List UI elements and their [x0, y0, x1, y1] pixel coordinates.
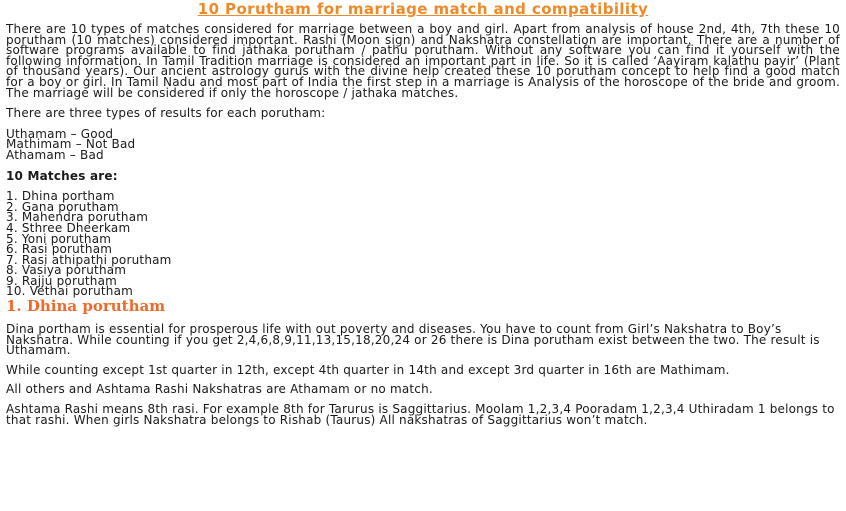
result-item: Athamam – Bad — [6, 147, 104, 162]
match-item: 8. Vasiya porutham — [6, 263, 127, 278]
result-item: Uthamam – Good — [6, 126, 114, 141]
section1-paragraph-2: While counting except 1st quarter in 12th, except 4th quarter in 14th and except 3rd quarter in 16th are Mathimam. — [6, 362, 730, 377]
match-item: 9. Rajju porutham — [6, 273, 118, 288]
matches-list — [6, 191, 840, 297]
section-title-dhina-porutham: 1. Dhina porutham — [6, 297, 166, 316]
matches-heading: 10 Matches are: — [6, 168, 118, 183]
match-item: 6. Rasi porutham — [6, 242, 113, 257]
section1-paragraph-1: Dina portham is essential for prosperous life with out poverty and diseases. You have to count from Girl’s Nakshatra to Boy’s Nakshatra. While counting if you get 2,4,6,8,9,11,13,15,18,20,24 or 26 there is Dina porutham exist between the two. The result is Uthamam. — [6, 322, 820, 358]
match-item: 5. Yoni porutham — [6, 231, 112, 246]
results-intro: There are three types of results for each porutham: — [6, 106, 326, 121]
match-item: 7. Rasi athipathi porutham — [6, 252, 172, 267]
page-title: 10 Porutham for marriage match and compatibility — [197, 0, 649, 18]
intro-paragraph: There are 10 types of matches considered for marriage between a boy and girl. Apart from analysis of house 2nd, 4th, 7th these 10 porutham (10 matches) considered important. Rashi (Moon sign) and Nakshatra constellation are important. There are a number of software programs available to find jathaka porutham / pathu porutham. Without any software you can find it yourself with the following information. In Tamil Tradition marriage is considered an important part in life. So it is called ‘Aayiram kalathu payir’ (Plant of thousand years). Our ancient astrology gurus with the divine help created these 10 porutham concept to help find a good match for a boy or girl. In Tamil Nadu and most part of India the first step in a marriage is Analysis of the horoscope of the bride and groom. The marriage will be considered if only the horoscope / jathaka matches. — [6, 22, 840, 100]
section1-paragraph-4: Ashtama Rashi means 8th rasi. For example 8th for Tarurus is Saggittarius. Moolam 1,2,3,4 Pooradam 1,2,3,4 Uthiradam 1 belongs to that rashi. When girls Nakshatra belongs to Rishab (Taurus) All nakshatras of Saggittarius won’t match. — [6, 402, 835, 427]
result-item: Mathimam – Not Bad — [6, 137, 136, 152]
match-item: 2. Gana porutham — [6, 199, 119, 214]
section1-paragraph-3: All others and Ashtama Rashi Nakshatras are Athamam or no match. — [6, 382, 433, 397]
match-item: 4. Sthree Dheerkam — [6, 220, 131, 235]
match-item: 3. Mahendra porutham — [6, 210, 149, 225]
results-list — [6, 126, 840, 162]
match-item: 10. Vethai porutham — [6, 284, 134, 299]
match-item: 1. Dhina portham — [6, 189, 115, 204]
